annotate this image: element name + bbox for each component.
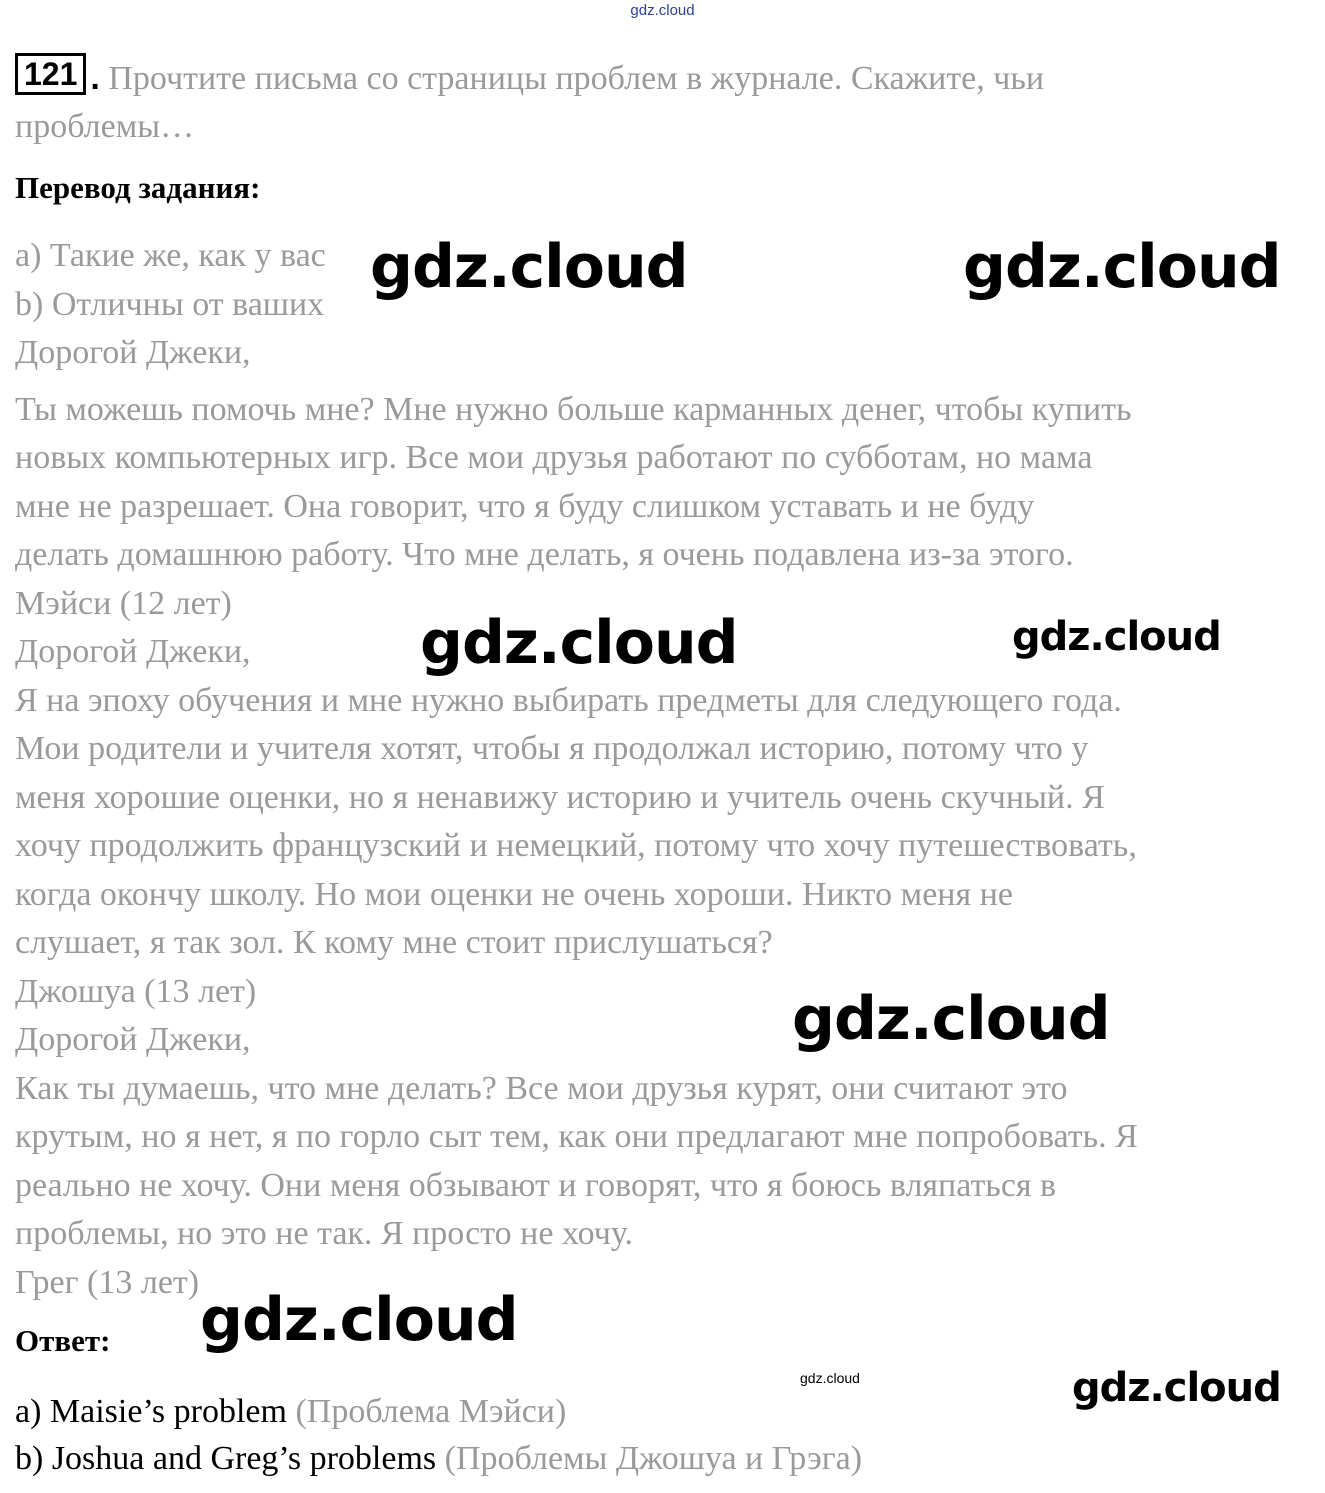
task-statement [15,53,1315,151]
letter-greeting: Дорогой Джеки, [15,633,251,670]
letter-line: делать домашнюю работу. Что мне делать, я очень подавлена из-за этого. [15,536,1074,573]
letter-line: мне не разрешает. Она говорит, что я буду слишком уставать и не буду [15,487,1035,525]
translation-heading: Перевод задания: [15,170,261,205]
answer-english: b) Joshua and Greg’s problems [15,1440,437,1477]
answer-russian: (Проблема Мэйси) [295,1393,567,1430]
letter-line: новых компьютерных игр. Все мои друзья работают по субботам, но мама [15,439,1093,476]
answer-heading: Ответ: [15,1323,111,1358]
task-text-continued: проблемы… [15,108,195,145]
letter-line: хочу продолжить французский и немецкий, потому что хочу путешествовать, [15,827,1137,864]
letter-line: меня хорошие оценки, но я ненавижу историю и учитель очень скучный. Я [15,778,1105,816]
letter-line: Мои родители и учителя хотят, чтобы я продолжал историю, потому что у [15,730,1089,767]
letter-line: крутым, но я нет, я по горло сыт тем, как они предлагают мне попробовать. Я [15,1118,1138,1155]
answer-item [15,1435,1315,1482]
letter-line: реально не хочу. Они меня обзывают и говорят, что я боюсь вляпаться в [15,1166,1057,1204]
watermark: gdz.cloud [420,608,738,678]
letter-line: Как ты думаешь, что мне делать? Все мои друзья курят, они считают это [15,1069,1068,1107]
letter-line: Ты можешь помочь мне? Мне нужно больше карманных денег, чтобы купить [15,390,1132,428]
watermark: gdz.cloud [792,984,1110,1054]
letter-line: когда окончу школу. Но мои оценки не очень хороши. Никто меня не [15,875,1013,913]
watermark: gdz.cloud [370,232,688,302]
answer-english: a) Maisie’s problem [15,1393,287,1430]
letter-line: Я на эпоху обучения и мне нужно выбирать предметы для следующего года. [15,681,1122,719]
top-watermark: gdz.cloud [630,2,695,19]
option-b: b) Отличны от ваших [15,285,325,323]
task-text: Прочтите письма со страницы проблем в журнале. Скажите, чьи [108,60,1045,97]
letter-signature: Грег (13 лет) [15,1263,200,1301]
letter-greeting: Дорогой Джеки, [15,334,251,371]
letter-line: проблемы, но это не так. Я просто не хочу. [15,1215,633,1252]
watermark: gdz.cloud [800,1370,860,1386]
watermark: gdz.cloud [1012,614,1221,660]
watermark: gdz.cloud [1072,1365,1281,1411]
letter-greeting: Дорогой Джеки, [15,1021,251,1058]
letter-signature: Мэйси (12 лет) [15,584,232,622]
answer-russian: (Проблемы Джошуа и Грэга) [444,1440,863,1477]
watermark: gdz.cloud [200,1285,518,1355]
watermark: gdz.cloud [963,232,1281,302]
task-number-dot: . [90,59,100,97]
letter-signature: Джошуа (13 лет) [15,972,257,1010]
letters-body [15,232,1315,1307]
task-number: 121 [15,53,86,95]
option-a: a) Такие же, как у вас [15,237,326,274]
letter-line: слушает, я так зол. К кому мне стоит прислушаться? [15,924,773,961]
